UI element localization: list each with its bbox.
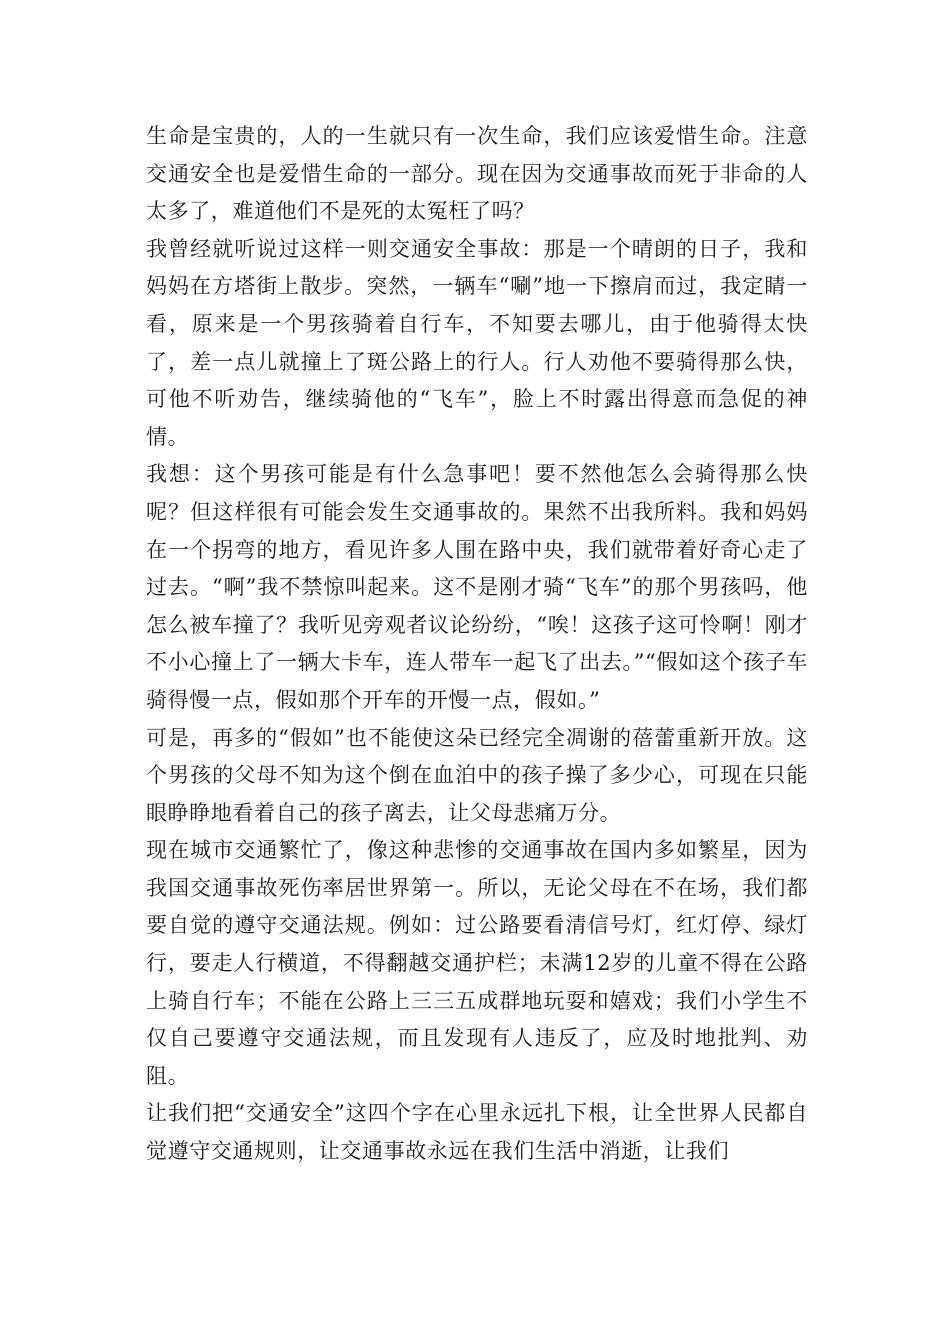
paragraph-1: 生命是宝贵的，人的一生就只有一次生命，我们应该爱惜生命。注意交通安全也是爱惜生命的一部分。现在因为交通事故而死于非命的人太多了，难道他们不是死的太冤枉了吗？ xyxy=(146,124,808,224)
paragraph-6: 让我们把“交通安全”这四个字在心里永远扎下根，让全世界人民都自觉遵守交通规则，让交通事故永远在我们生活中消逝，让我们 xyxy=(146,1101,808,1164)
paragraph-2: 我曾经就听说过这样一则交通安全事故：那是一个晴朗的日子，我和妈妈在方塔街上散步。突然，一辆车“唰”地一下擦肩而过，我定睛一看，原来是一个男孩骑着自行车，不知要去哪儿，由于他骑得太快了，差一点儿就撞上了斑公路上的行人。行人劝他不要骑得那么快，可他不听劝告，继续骑他的“飞车”，脸上不时露出得意而急促的神情。 xyxy=(146,236,808,449)
article-body xyxy=(146,118,808,1171)
paragraph-4: 可是，再多的“假如”也不能使这朵已经完全凋谢的蓓蕾重新开放。这个男孩的父母不知为这个倒在血泊中的孩子操了多少心，可现在只能眼睁睁地看着自己的孩子离去，让父母悲痛万分。 xyxy=(146,725,808,825)
paragraph-5: 现在城市交通繁忙了，像这种悲惨的交通事故在国内多如繁星，因为我国交通事故死伤率居世界第一。所以，无论父母在不在场，我们都要自觉的遵守交通法规。例如：过公路要看清信号灯，红灯停、绿灯行，要走人行横道，不得翻越交通护栏；未满12岁的儿童不得在公路上骑自行车；不能在公路上三三五成群地玩耍和嬉戏；我们小学生不仅自己要遵守交通法规，而且发现有人违反了，应及时地批判、劝阻。 xyxy=(146,838,808,1088)
paragraph-3: 我想：这个男孩可能是有什么急事吧！要不然他怎么会骑得那么快呢？但这样很有可能会发生交通事故的。果然不出我所料。我和妈妈在一个拐弯的地方，看见许多人围在路中央，我们就带着好奇心走了过去。“啊”我不禁惊叫起来。这不是刚才骑“飞车”的那个男孩吗，他怎么被车撞了？我听见旁观者议论纷纷，“唉！这孩子这可怜啊！刚才不小心撞上了一辆大卡车，连人带车一起飞了出去。”“假如这个孩子车骑得慢一点，假如那个开车的开慢一点，假如。” xyxy=(146,462,808,712)
